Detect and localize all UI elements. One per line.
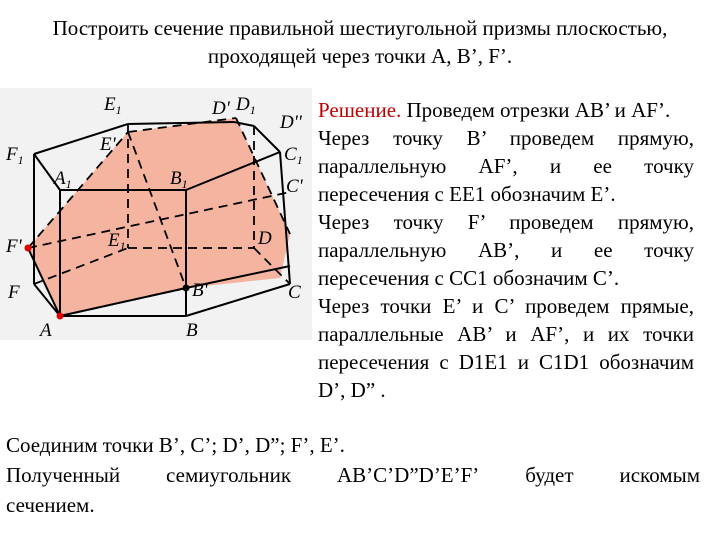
point-A xyxy=(57,313,64,320)
solution-p3: Через точку F’ проведем прямую, параллельную AB’, и ее точку пересечения с CC1 обозначим C’. xyxy=(318,210,694,290)
title-line-2: проходящей через точки A, B’, F’. xyxy=(207,44,513,68)
label-D1: $D_1$ xyxy=(236,94,256,117)
label-C1: $C_1$ xyxy=(284,144,303,167)
conclusion-word-2: семиугольник xyxy=(166,463,292,487)
label-E-prime: E' xyxy=(100,134,116,155)
label-F-prime: F' xyxy=(6,236,22,257)
slide-title xyxy=(0,14,720,70)
label-D-prime-top: D' xyxy=(212,98,230,119)
label-A: A xyxy=(40,320,52,340)
prism-diagram xyxy=(0,88,312,340)
label-A1: $A_1$ xyxy=(54,168,72,191)
label-F: F xyxy=(8,282,20,303)
label-C: C xyxy=(288,282,301,303)
label-B1: $B_1$ xyxy=(170,168,188,191)
label-E1-top: $E_1$ xyxy=(104,94,122,117)
label-C-prime: C' xyxy=(286,176,303,197)
solution-heading: Решение. xyxy=(318,98,402,122)
label-D: D xyxy=(258,228,272,249)
conclusion-text xyxy=(6,430,700,520)
prism-figure xyxy=(0,88,312,340)
point-F-prime xyxy=(25,245,32,252)
conclusion-line-3: сечением. xyxy=(6,493,95,517)
conclusion-word-3: AB’C’D”D’E’F’ xyxy=(337,463,480,487)
title-line-1: Построить сечение правильной шестиугольной призмы плоскостью, xyxy=(52,16,668,40)
label-F1: $F_1$ xyxy=(6,144,24,167)
label-E1-low: $E_1$ xyxy=(108,230,126,253)
solution-p2: Через точку B’ проведем прямую, параллельную AF’, и ее точку пересечения с EE1 обозначим E’. xyxy=(318,126,694,206)
label-B: B xyxy=(186,320,198,340)
label-D-dbl: D'' xyxy=(280,112,302,133)
solution-text xyxy=(318,96,694,404)
solution-p4: Через точки E’ и C’ проведем прямые, параллельные AB’ и AF’, и их точки пересечения с D1E1 и C1D1 обозначим D’, D” . xyxy=(318,294,694,402)
conclusion-line-1: Соединим точки B’, C’; D’, D”; F’, E’. xyxy=(6,433,345,457)
solution-p1-rest: Проведем отрезки AB’ и AF’. xyxy=(401,98,671,122)
conclusion-word-1: Полученный xyxy=(6,463,121,487)
conclusion-word-4: будет xyxy=(525,463,574,487)
conclusion-word-5: искомым xyxy=(619,463,700,487)
solution-p1 xyxy=(318,96,694,124)
label-B-prime: B' xyxy=(192,280,208,301)
conclusion-line-2 xyxy=(6,460,700,490)
point-B-prime xyxy=(183,285,190,292)
